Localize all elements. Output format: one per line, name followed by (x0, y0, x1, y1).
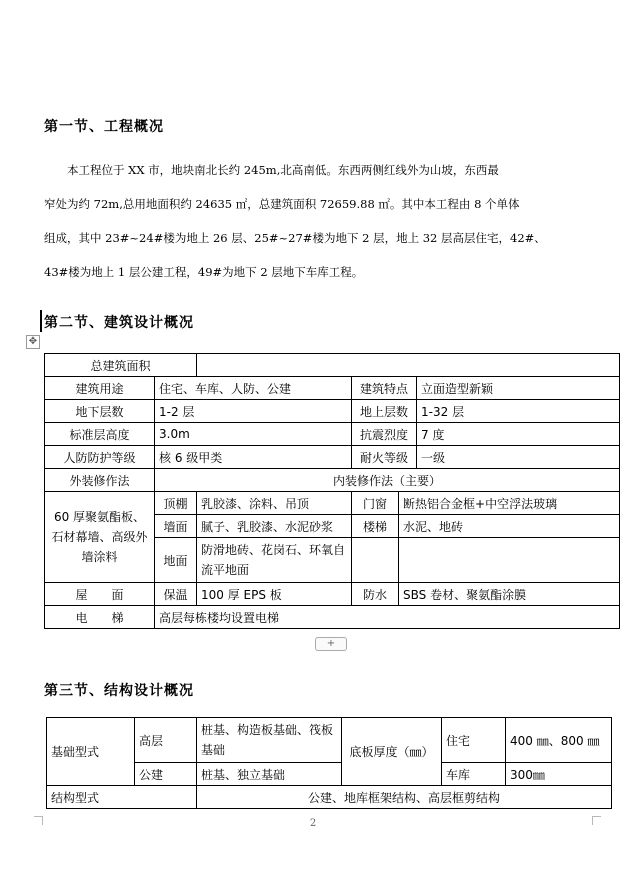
table-cell: 公建、地库框架结构、高层框剪结构 (197, 786, 612, 809)
table-cell: 建筑特点 (352, 377, 417, 400)
table-cell: 公建 (135, 763, 197, 786)
plus-icon[interactable]: + (315, 637, 347, 651)
page-number: 2 (309, 818, 317, 829)
table-cell: 人防防护等级 (45, 446, 155, 469)
table-row (45, 469, 620, 492)
table-cell: 屋 面 (45, 583, 155, 606)
table-cell: 水泥、地砖 (399, 515, 620, 538)
table-row (45, 400, 620, 423)
table-cell: 内装修作法（主要） (155, 469, 620, 492)
paragraph-line: 43#楼为地上 1 层公建工程，49#为地下 2 层地下车库工程。 (44, 265, 364, 279)
table-cell: 防滑地砖、花岗石、环氧自流平地面 (197, 538, 352, 583)
table-cell: 断热铝合金框+中空浮法玻璃 (399, 492, 620, 515)
table-cell (399, 538, 620, 583)
table-cell (352, 538, 399, 583)
section-1-paragraph (44, 153, 604, 289)
table-cell: 底板厚度（㎜） (342, 718, 442, 786)
paragraph-line: 本工程位于 XX 市，地块南北长约 245m,北高南低。东西两侧红线外为山坡，东西最 (67, 163, 499, 177)
table-cell: 结构型式 (47, 786, 197, 809)
table-row (47, 786, 612, 809)
table-cell: 总建筑面积 (45, 354, 197, 377)
table-cell: 立面造型新颖 (417, 377, 620, 400)
text-cursor (40, 310, 42, 332)
move-icon[interactable]: ✥ (26, 335, 40, 349)
table-cell: 防水 (352, 583, 399, 606)
table-cell: 墙面 (155, 515, 197, 538)
table-cell: 60 厚聚氨酯板、石材幕墙、高级外墙涂料 (45, 492, 155, 583)
table-row (45, 354, 620, 377)
table-cell: 基础型式 (47, 718, 135, 786)
table-cell: 门窗 (352, 492, 399, 515)
table-row (45, 446, 620, 469)
table-cell: 一级 (417, 446, 620, 469)
table-cell: 400 ㎜、800 ㎜ (506, 718, 612, 763)
table-row (47, 718, 612, 763)
table-cell: 住宅、车库、人防、公建 (155, 377, 352, 400)
table-cell: 1-32 层 (417, 400, 620, 423)
table-row (45, 606, 620, 629)
table-cell: 车库 (442, 763, 506, 786)
table-cell: 高层每栋楼均设置电梯 (155, 606, 620, 629)
table-cell: 1-2 层 (155, 400, 352, 423)
structure-table (46, 717, 612, 809)
architecture-table (44, 353, 620, 629)
table-cell: 地面 (155, 538, 197, 583)
table-cell: 住宅 (442, 718, 506, 763)
table-cell: 外装修作法 (45, 469, 155, 492)
table-cell: 保温 (155, 583, 197, 606)
table-cell: 地上层数 (352, 400, 417, 423)
table-row (45, 423, 620, 446)
table-cell: 3.0m (155, 423, 352, 446)
table-cell: 楼梯 (352, 515, 399, 538)
section-2-title: 第二节、建筑设计概况 (44, 315, 194, 331)
table-cell: 地下层数 (45, 400, 155, 423)
table-cell[interactable] (197, 354, 620, 377)
table-cell: 300㎜ (506, 763, 612, 786)
table-row (45, 492, 620, 515)
table-row (45, 583, 620, 606)
section-3-title: 第三节、结构设计概况 (44, 683, 194, 699)
table-cell: 抗震烈度 (352, 423, 417, 446)
table-cell: SBS 卷材、聚氨酯涂膜 (399, 583, 620, 606)
table-cell: 顶棚 (155, 492, 197, 515)
table-cell: 电 梯 (45, 606, 155, 629)
paragraph-line: 组成，其中 23#~24#楼为地上 26 层、25#~27#楼为地下 2 层，地上 32 层高层住宅，42#、 (44, 231, 546, 245)
paragraph-line: 窄处为约 72m,总用地面积约 24635 ㎡，总建筑面积 72659.88 ㎡。其中本工程由 8 个单体 (44, 197, 520, 211)
table-cell: 耐火等级 (352, 446, 417, 469)
section-1-title: 第一节、工程概况 (44, 119, 164, 135)
table-cell: 腻子、乳胶漆、水泥砂浆 (197, 515, 352, 538)
table-cell: 乳胶漆、涂料、吊顶 (197, 492, 352, 515)
table-cell: 100 厚 EPS 板 (197, 583, 352, 606)
table-row (45, 377, 620, 400)
table-cell: 桩基、构造板基础、筏板基础 (197, 718, 342, 763)
table-cell: 高层 (135, 718, 197, 763)
table-cell: 7 度 (417, 423, 620, 446)
table-cell: 核 6 级甲类 (155, 446, 352, 469)
table-cell: 建筑用途 (45, 377, 155, 400)
table-cell: 桩基、独立基础 (197, 763, 342, 786)
table-cell: 标准层高度 (45, 423, 155, 446)
